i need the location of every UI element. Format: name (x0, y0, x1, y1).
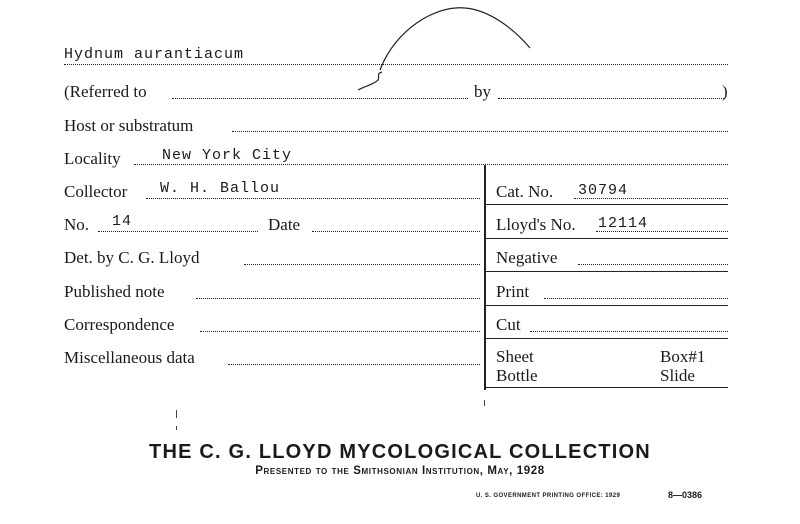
cut-line (530, 331, 728, 332)
collector-label: Collector (64, 182, 128, 201)
pen-scribble (340, 0, 560, 100)
lloyds-no-value: 12114 (598, 215, 649, 232)
det-by-line (244, 264, 480, 265)
negative-label: Negative (496, 248, 558, 267)
lloyds-no-line (596, 231, 728, 232)
negative-rule (486, 271, 728, 272)
referred-to-label: (Referred to (64, 82, 147, 101)
box-label (660, 347, 705, 367)
species-name: Hydnum aurantiacum (64, 46, 245, 63)
cat-no-line (574, 198, 728, 199)
referred-to-line (172, 98, 468, 99)
no-line (98, 231, 258, 232)
stray-mark (176, 426, 177, 430)
lloyds-no-label: Lloyd's No. (496, 215, 576, 234)
host-line (232, 131, 728, 132)
box-text: Box (660, 347, 689, 366)
close-paren: ) (722, 82, 728, 101)
det-by-label: Det. by C. G. Lloyd (64, 248, 200, 267)
no-label: No. (64, 215, 90, 234)
cut-rule (486, 338, 728, 339)
locality-line (134, 164, 728, 165)
print-rule (486, 305, 728, 306)
collector-value: W. H. Ballou (160, 180, 281, 197)
locality-label: Locality (64, 149, 121, 168)
box-value: #1 (688, 347, 706, 366)
published-note-label: Published note (64, 282, 165, 301)
correspondence-label: Correspondence (64, 315, 175, 334)
correspondence-line (200, 331, 480, 332)
misc-data-line (228, 364, 480, 365)
by-label: by (474, 82, 491, 101)
bottom-rule (486, 387, 728, 388)
panel-divider (484, 165, 486, 390)
published-note-line (196, 298, 480, 299)
cat-no-value: 30794 (578, 182, 629, 199)
print-line (544, 298, 728, 299)
collection-subtitle: Presented to the Smithsonian Institution, May, 1928 (255, 465, 545, 477)
cut-label: Cut (496, 315, 521, 334)
print-label: Print (496, 282, 530, 301)
host-label: Host or substratum (64, 116, 194, 135)
stray-mark (176, 410, 177, 418)
form-code: 8—0386 (668, 490, 703, 500)
stray-mark (484, 400, 485, 406)
date-label: Date (268, 215, 301, 234)
negative-line (578, 264, 728, 265)
printing-office-note: U. S. GOVERNMENT PRINTING OFFICE: 1929 (476, 493, 621, 499)
cat-no-label: Cat. No. (496, 182, 554, 201)
no-value: 14 (112, 213, 133, 230)
sheet-label: Sheet (496, 347, 534, 366)
date-line (312, 231, 480, 232)
misc-data-label: Miscellaneous data (64, 348, 195, 367)
collector-line (146, 198, 480, 199)
locality-value: New York City (162, 147, 293, 164)
by-line (498, 98, 724, 99)
bottle-label: Bottle (496, 366, 538, 385)
collection-title: THE C. G. LLOYD MYCOLOGICAL COLLECTION (149, 441, 651, 463)
cat-no-rule (486, 204, 728, 205)
slide-label: Slide (660, 366, 695, 385)
species-line (64, 64, 728, 65)
lloyds-no-rule (486, 238, 728, 239)
